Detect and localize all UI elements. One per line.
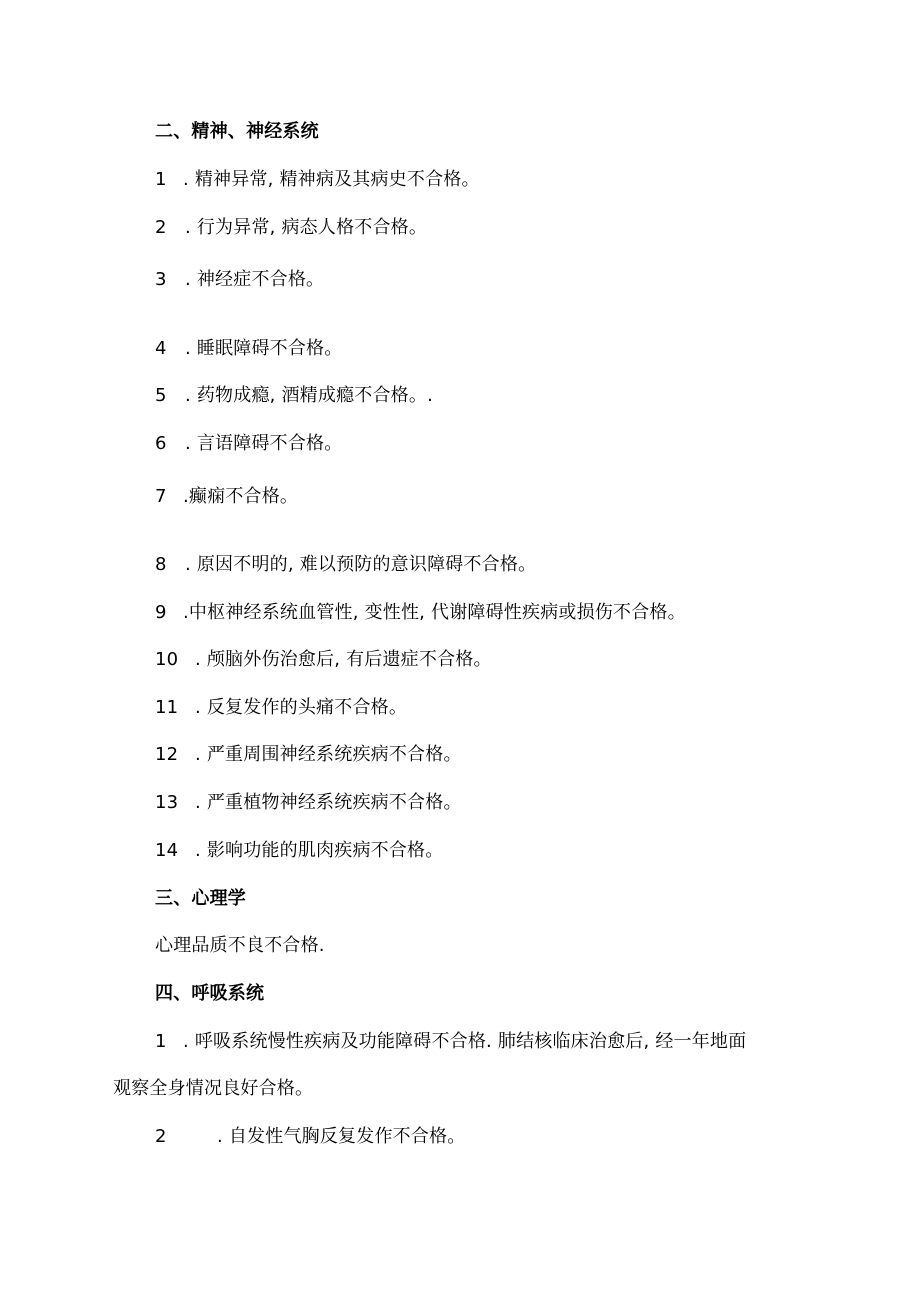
list-item xyxy=(155,268,324,292)
item-number: 10 xyxy=(155,649,179,670)
list-item xyxy=(155,485,298,509)
item-number: 4 xyxy=(155,338,167,359)
item-number: 7 xyxy=(155,486,167,507)
item-text: . 精神异常, 精神病及其病史不合格。 xyxy=(183,169,480,190)
item-text: . 呼吸系统慢性疾病及功能障碍不合格. 肺结核临床治愈后, 经一年地面 xyxy=(183,1031,747,1052)
item-number: 5 xyxy=(155,385,167,406)
item-text: . 睡眠障碍不合格。 xyxy=(185,338,343,359)
item-number: 3 xyxy=(155,269,167,290)
item-text: . 言语障碍不合格。 xyxy=(185,433,343,454)
item-text: . 神经症不合格。 xyxy=(185,269,325,290)
paragraph: 心理品质不良不合格. xyxy=(155,935,325,956)
list-item xyxy=(155,791,462,815)
list-item xyxy=(155,601,686,625)
item-number: 1 xyxy=(155,169,167,190)
list-item xyxy=(155,696,407,720)
list-item xyxy=(155,384,433,408)
list-item xyxy=(155,839,443,863)
item-number: 14 xyxy=(155,840,179,861)
item-text: . 自发性气胸反复发作不合格。 xyxy=(217,1126,466,1147)
item-number: 1 xyxy=(155,1031,167,1052)
section-heading-mental-neuro: 二、精神、神经系统 xyxy=(155,121,319,142)
item-number: 11 xyxy=(155,697,179,718)
list-item-continuation: 观察全身情况良好合格。 xyxy=(113,1078,314,1099)
item-number: 13 xyxy=(155,792,179,813)
list-item xyxy=(155,743,462,767)
item-number: 9 xyxy=(155,602,167,623)
item-number: 6 xyxy=(155,433,167,454)
list-item xyxy=(155,1125,465,1149)
list-item xyxy=(155,553,536,577)
item-text: . 影响功能的肌肉疾病不合格。 xyxy=(195,840,444,861)
list-item xyxy=(155,1030,746,1054)
item-text: . 颅脑外伤治愈后, 有后遗症不合格。 xyxy=(195,649,492,670)
section-heading-psychology: 三、心理学 xyxy=(155,888,246,909)
list-item xyxy=(155,216,427,240)
list-item xyxy=(155,337,342,361)
item-text: . 行为异常, 病态人格不合格。 xyxy=(185,217,428,238)
list-item xyxy=(155,648,492,672)
item-number: 12 xyxy=(155,744,179,765)
list-item xyxy=(155,168,480,192)
item-number: 8 xyxy=(155,554,167,575)
list-item xyxy=(155,432,342,456)
item-text: . 严重植物神经系统疾病不合格。 xyxy=(195,792,462,813)
item-text: .中枢神经系统血管性, 变性性, 代谢障碍性疾病或损伤不合格。 xyxy=(183,602,686,623)
item-text: .癫痫不合格。 xyxy=(183,486,299,507)
section-heading-respiratory: 四、呼吸系统 xyxy=(155,983,265,1004)
item-number: 2 xyxy=(155,1126,167,1147)
item-text: . 药物成瘾, 酒精成瘾不合格。. xyxy=(185,385,434,406)
item-text: . 严重周围神经系统疾病不合格。 xyxy=(195,744,462,765)
item-number: 2 xyxy=(155,217,167,238)
item-text: . 反复发作的头痛不合格。 xyxy=(195,697,408,718)
item-text: . 原因不明的, 难以预防的意识障碍不合格。 xyxy=(185,554,537,575)
